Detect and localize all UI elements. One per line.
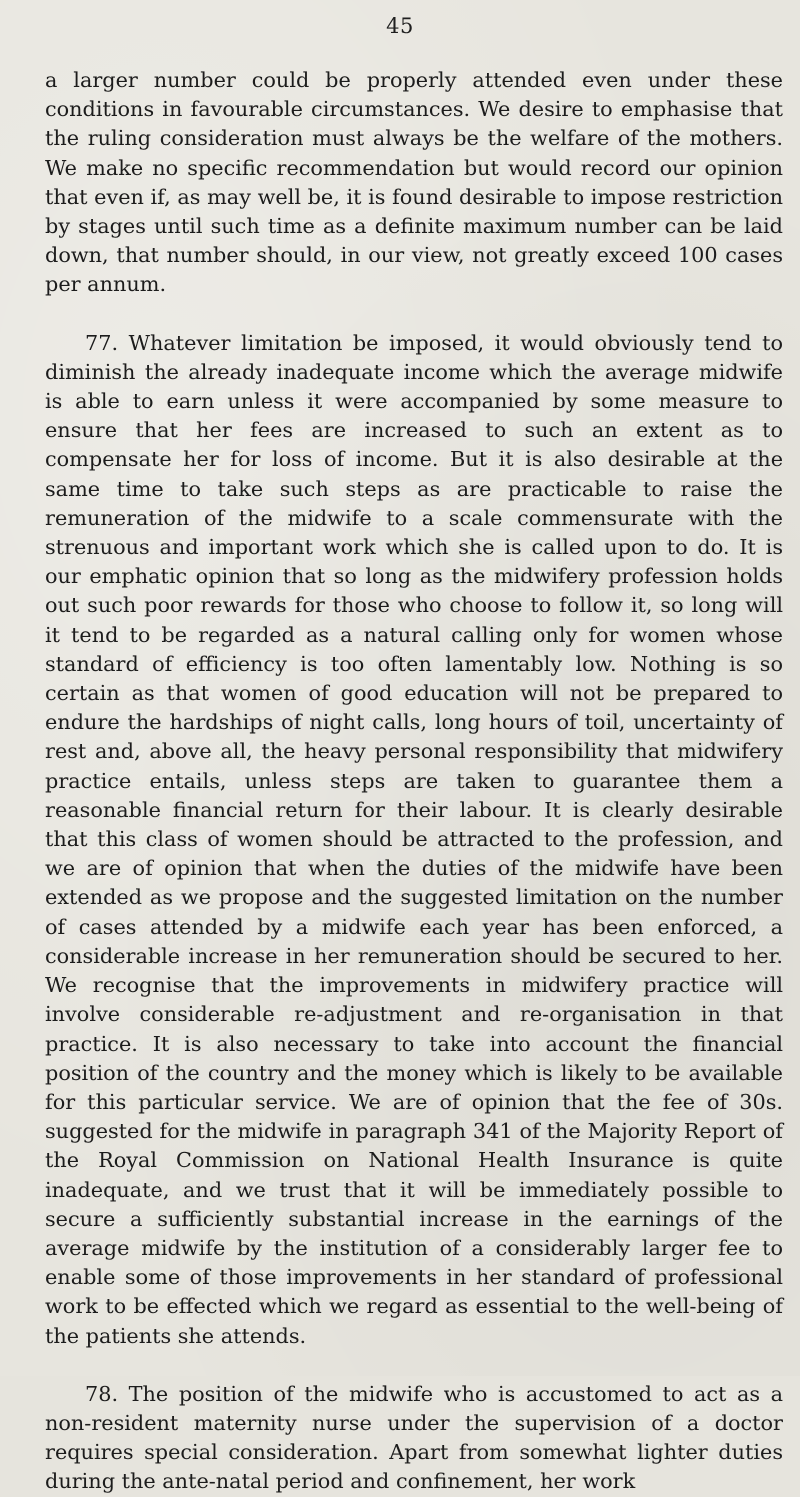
paragraph-77: 77. Whatever limitation be imposed, it would obviously tend to diminish the already inadequate income which the average midwife is able to earn unless it were accompanied by some measure to ensure that her fees are increased to such an extent as to compensate her for loss of income. But it is also desirable at the same time to take such steps as are practicable to raise the remuneration of the midwife to a scale commensurate with the strenuous and important work which she is called upon to do. It is our emphatic opinion that so long as the midwifery profession holds out such poor rewards for those who choose to follow it, so long will it tend to be regarded as a natural calling only for women whose standard of efficiency is too often lamentably low. Nothing is so certain as that women of good education will not be prepared to endure the hardships of night calls, long hours of toil, uncertainty of rest and, above all, the heavy personal responsibility that midwifery practice entails, unless steps are taken to guarantee them a reasonable financial return for their labour. It is clearly desirable that this class of women should be attracted to the profession, and we are of opinion that when the duties of the midwife have been extended as we propose and the suggested limitation on the number of cases attended by a midwife each year has been enforced, a considerable increase in her remuneration should be secured to her. We recognise that the improvements in midwifery practice will involve considerable re-adjustment and re-organisation in that practice. It is also necessary to take into account the financial position of the country and the money which is likely to be available for this particular service. We are of opinion that the fee of 30s. suggested for the midwife in paragraph 341 of the Majority Report of the Royal Commission on National Health Insurance is quite inadequate, and we trust that it will be immediately possible to secure a sufficiently substantial increase in the earnings of the average midwife by the institution of a considerably larger fee to enable some of those improvements in her standard of professional work to be effected which we regard as essential to the well-being of the patients she attends. bbox=[45, 330, 783, 1348]
paragraph-continuation: a larger number could be properly attended even under these conditions in favourable circumstances. We desire to emphasise that the ruling consideration must always be the welfare of the mothers. We make no specific recommendation but would record our opinion that even if, as may well be, it is found desirable to impose restriction by stages until such time as a definite maximum number can be laid down, that number should, in our view, not greatly exceed 100 cases per annum. bbox=[45, 68, 783, 297]
body-text bbox=[45, 66, 783, 1497]
page-number: 45 bbox=[386, 14, 414, 38]
paragraph-78: 78. The position of the midwife who is accustomed to act as a non-resident maternity nurse under the supervision of a doctor requires special consideration. Apart from somewhat lighter duties during the ante-natal period and confinement, her work bbox=[45, 1381, 783, 1494]
